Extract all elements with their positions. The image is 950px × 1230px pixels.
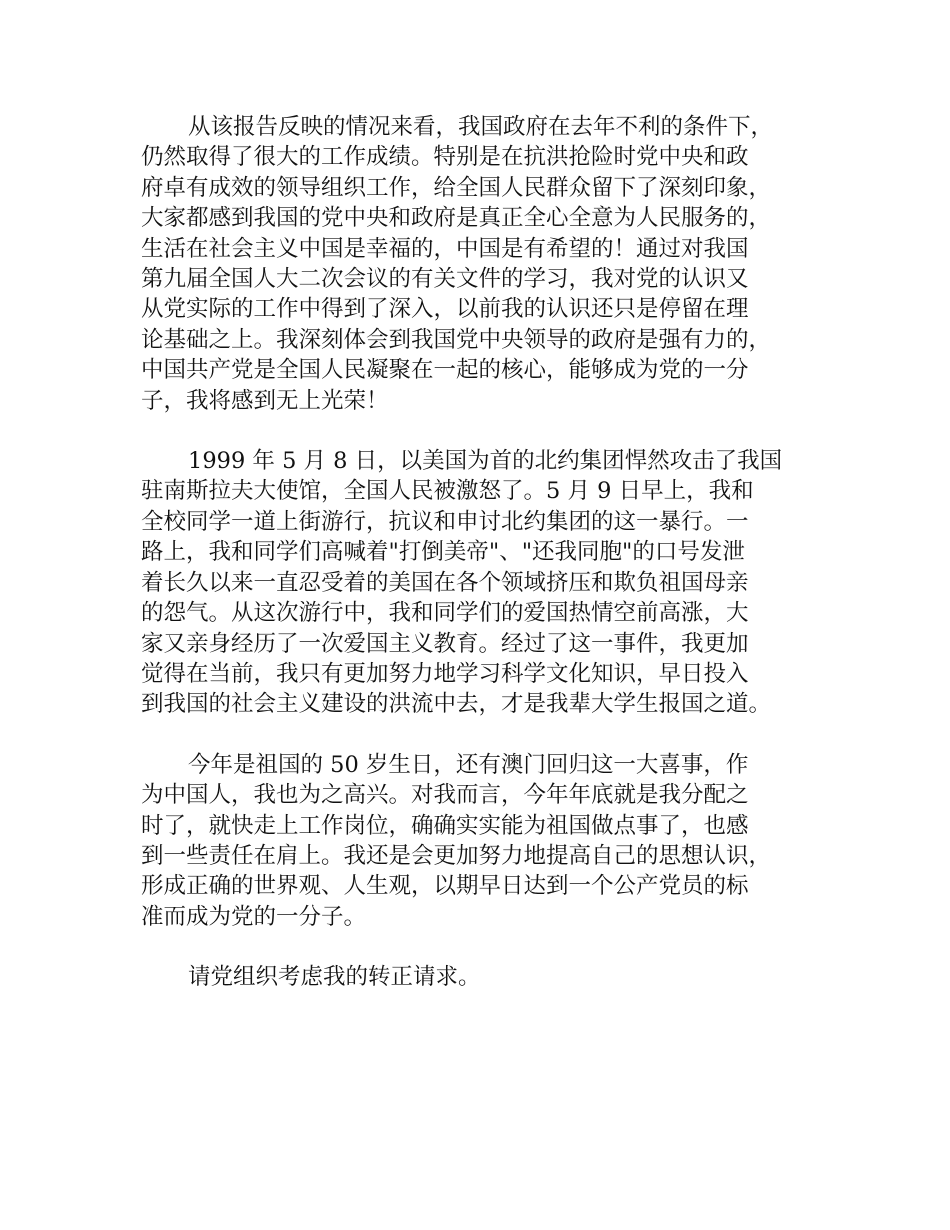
- text-line: 觉得在当前，我只有更加努力地学习科学文化知识，早日投入: [141, 660, 749, 687]
- text-line: 准而成为党的一分子。: [141, 903, 367, 930]
- text-line: 时了，就快走上工作岗位，确确实实能为祖国做点事了，也感: [141, 812, 749, 839]
- text-line: 从党实际的工作中得到了深入，以前我的认识还只是停留在理: [141, 296, 749, 323]
- paragraph-request: [141, 962, 825, 992]
- text-line: 仍然取得了很大的工作成绩。特别是在抗洪抢险时党中央和政: [141, 144, 749, 171]
- paragraph-anniversary: [141, 750, 825, 932]
- text-line: 着长久以来一直忍受着的美国在各个领域挤压和欺负祖国母亲: [141, 569, 749, 596]
- paragraph-embassy-event: [141, 446, 825, 720]
- text-line: 从该报告反映的情况来看，我国政府在去年不利的条件下，: [188, 114, 774, 140]
- text-line: 子，我将感到无上光荣！: [141, 387, 389, 414]
- text-line: 的怨气。从这次游行中，我和同学们的爱国热情空前高涨，大: [141, 600, 749, 627]
- text-line: 驻南斯拉夫大使馆，全国人民被激怒了。5 月 9 日早上，我和: [141, 478, 754, 505]
- text-line: 到我国的社会主义建设的洪流中去，才是我辈大学生报国之道。: [141, 691, 772, 718]
- text-line: 生活在社会主义中国是幸福的，中国是有希望的！通过对我国: [141, 235, 749, 262]
- text-line: 府卓有成效的领导组织工作，给全国人民群众留下了深刻印象，: [141, 174, 772, 201]
- text-line: 论基础之上。我深刻体会到我国党中央领导的政府是强有力的，: [141, 326, 772, 353]
- text-line: 路上，我和同学们高喊着"打倒美帝"、"还我同胞"的口号发泄: [141, 539, 745, 566]
- document-body: [141, 112, 825, 1023]
- text-line: 今年是祖国的 50 岁生日，还有澳门回归这一大喜事，作: [188, 751, 749, 778]
- paragraph-work-results: [141, 112, 825, 416]
- text-line: 中国共产党是全国人民凝聚在一起的核心，能够成为党的一分: [141, 357, 749, 384]
- text-line: 全校同学一道上街游行，抗议和申讨北约集团的这一暴行。一: [141, 508, 749, 535]
- text-line: 1999 年 5 月 8 日，以美国为首的北约集团悍然攻击了我国: [188, 448, 783, 475]
- text-line: 第九届全国人大二次会议的有关文件的学习，我对党的认识又: [141, 266, 749, 293]
- text-line: 形成正确的世界观、人生观，以期早日达到一个公产党员的标: [141, 873, 749, 900]
- text-line: 请党组织考虑我的转正请求。: [188, 964, 481, 991]
- text-line: 大家都感到我国的党中央和政府是真正全心全意为人民服务的，: [141, 205, 772, 232]
- text-line: 为中国人，我也为之高兴。对我而言，今年年底就是我分配之: [141, 782, 749, 809]
- text-line: 家又亲身经历了一次爱国主义教育。经过了这一事件，我更加: [141, 630, 749, 657]
- text-line: 到一些责任在肩上。我还是会更加努力地提高自己的思想认识，: [141, 842, 772, 869]
